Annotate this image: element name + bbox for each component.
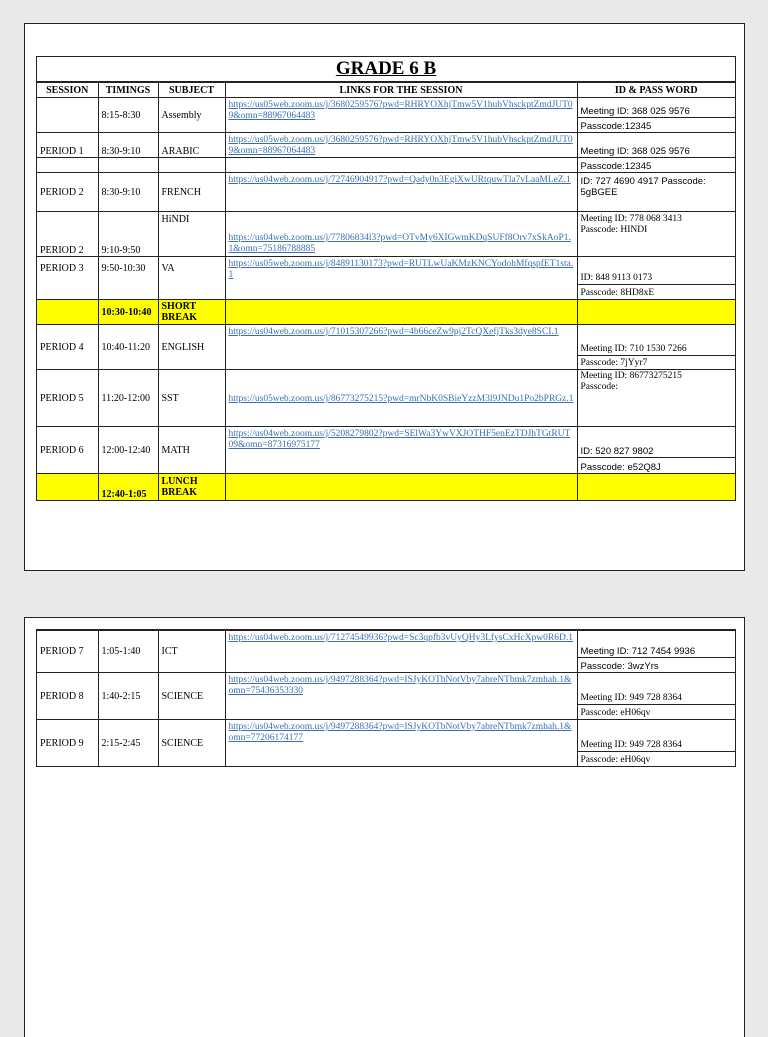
zoom-link[interactable]: https://us05web.zoom.us/j/84891130173?pwd=RUTLwUaKMzKNCYodohMfqspfET1sta.1	[228, 259, 574, 280]
subject-cell: VA	[158, 257, 225, 300]
header-session: SESSION	[37, 83, 98, 98]
link-cell	[225, 98, 577, 133]
lunch-break-row	[37, 474, 735, 501]
passcode: Passcode: 8HD8xE	[577, 285, 735, 300]
timetable-frame-2	[36, 629, 736, 767]
timings-cell: 2:15-2:45	[98, 720, 158, 767]
passcode: Passcode: eH06qv	[577, 751, 735, 766]
meeting-id: Meeting ID: 368 025 9576	[577, 133, 735, 158]
meeting-id-passcode: ID: 727 4690 4917 Passcode: 5gBGEE	[577, 173, 735, 212]
zoom-link[interactable]: https://us04web.zoom.us/j/77806834l3?pwd=OTvMy6XIGwmKDqSUFf8Orv7xSkAoP1.1&omn=75186788885	[228, 233, 571, 254]
subject-cell: SHORT BREAK	[158, 300, 225, 325]
zoom-link[interactable]: https://us04web.zoom.us/j/9497288364?pwd=ISJyKOTbNotVby7abreNTbmk7zmhah.1&omn=77206174177	[228, 722, 572, 743]
link-cell	[225, 370, 577, 427]
timetable-continued	[37, 630, 735, 767]
link-cell	[225, 173, 577, 212]
meeting-id: ID: 848 9113 0173	[577, 257, 735, 285]
session-cell: PERIOD 2	[37, 212, 98, 257]
meeting-id: ID: 520 827 9802	[577, 427, 735, 458]
session-cell: PERIOD 6	[37, 427, 98, 474]
meeting-id: Meeting ID: 778 068 3413	[580, 214, 682, 224]
link-cell	[225, 427, 577, 474]
meeting-id: Meeting ID: 710 1530 7266	[577, 325, 735, 356]
subject-cell: FRENCH	[158, 173, 225, 212]
timetable	[37, 82, 735, 501]
table-row	[37, 257, 735, 285]
timings-cell: 10:30-10:40	[98, 300, 158, 325]
session-cell: PERIOD 7	[37, 631, 98, 673]
subject-cell: SCIENCE	[158, 673, 225, 720]
link-cell	[225, 325, 577, 370]
zoom-link[interactable]: https://us04web.zoom.us/j/72746904917?pwd=Qady0n3EgiXwURtquwTla7vLaaMLeZ.1	[228, 175, 571, 185]
short-break-row	[37, 300, 735, 325]
timings-cell: 12:00-12:40	[98, 427, 158, 474]
session-cell: PERIOD 1	[37, 133, 98, 158]
timetable-frame	[36, 56, 736, 501]
meeting-id: Meeting ID: 86773275215	[580, 371, 682, 381]
header-row	[37, 83, 735, 98]
timings-cell: 10:40-11:20	[98, 325, 158, 370]
table-row	[37, 370, 735, 427]
session-cell: PERIOD 3	[37, 257, 98, 300]
zoom-link[interactable]: https://us05web.zoom.us/j/3680259576?pwd=RHRYOXhjTmw5V1hubVhsckptZmdJUT09&omn=88967064483	[228, 135, 573, 156]
meeting-id: Meeting ID: 949 728 8364	[577, 720, 735, 752]
meeting-id: Meeting ID: 712 7454 9936	[577, 631, 735, 658]
document-page-2	[24, 617, 745, 1037]
link-cell	[225, 631, 577, 673]
timings-cell: 9:10-9:50	[98, 212, 158, 257]
zoom-link[interactable]: https://us04web.zoom.us/j/5208279802?pwd=SElWa3YwVXJOTHF5enEzTDJhTGtRUT09&omn=87316975177	[228, 429, 571, 450]
passcode: Passcode:12345	[577, 117, 735, 132]
subject-cell: MATH	[158, 427, 225, 474]
passcode: Passcode: eH06qv	[577, 704, 735, 719]
table-row	[37, 427, 735, 458]
passcode: Passcode:12345	[577, 158, 735, 173]
timings-cell: 1:05-1:40	[98, 631, 158, 673]
table-row	[37, 212, 735, 257]
document-page-1	[24, 23, 745, 571]
subject-cell: ENGLISH	[158, 325, 225, 370]
session-cell: PERIOD 8	[37, 673, 98, 720]
zoom-link[interactable]: https://us04web.zoom.us/j/71274549936?pwd=Sc3qpfb3vUyQHy3LfysCxHcXpw0R6D.1	[228, 633, 573, 643]
session-cell: PERIOD 4	[37, 325, 98, 370]
subject-cell: ARABIC	[158, 133, 225, 158]
session-cell: PERIOD 5	[37, 370, 98, 427]
header-subject: SUBJECT	[158, 83, 225, 98]
table-row	[37, 720, 735, 752]
passcode: Passcode: 3wzYrs	[577, 658, 735, 673]
timings-cell: 8:30-9:10	[98, 133, 158, 158]
zoom-link[interactable]: https://us04web.zoom.us/j/71015307266?pwd=4b66ceZw9pj2TcQXefjTks3dye8SCI.1	[228, 327, 559, 337]
timings-cell: 9:50-10:30	[98, 257, 158, 300]
timings-cell: 8:15-8:30	[98, 98, 158, 133]
table-row	[37, 325, 735, 356]
timings-cell: 1:40-2:15	[98, 673, 158, 720]
page-title: GRADE 6 B	[37, 57, 735, 82]
session-cell	[37, 98, 98, 133]
timings-cell: 11:20-12:00	[98, 370, 158, 427]
meeting-id: Meeting ID: 949 728 8364	[577, 673, 735, 705]
table-row	[37, 673, 735, 705]
zoom-link[interactable]: https://us04web.zoom.us/j/9497288364?pwd=ISJyKOTbNotVby7abreNTbmk7zmhah.1&omn=75436353330	[228, 675, 572, 696]
timings-cell: 8:30-9:10	[98, 173, 158, 212]
session-cell: PERIOD 2	[37, 173, 98, 212]
link-cell	[225, 212, 577, 257]
timings-cell: 12:40-1:05	[98, 474, 158, 501]
link-cell	[225, 133, 577, 158]
passcode: Passcode: 7jYyr7	[577, 356, 735, 370]
subject-cell: SCIENCE	[158, 720, 225, 767]
zoom-link[interactable]: https://us05web.zoom.us/j/3680259576?pwd=RHRYOXhjTmw5V1hubVhsckptZmdJUT09&omn=88967064483	[228, 100, 573, 121]
link-cell	[225, 673, 577, 720]
subject-cell: SST	[158, 370, 225, 427]
session-cell: PERIOD 9	[37, 720, 98, 767]
meeting-id: Meeting ID: 368 025 9576	[577, 98, 735, 118]
meeting-id-passcode	[577, 370, 735, 427]
passcode: Passcode: e52Q8J	[577, 458, 735, 474]
table-row	[37, 173, 735, 212]
subject-cell: LUNCH BREAK	[158, 474, 225, 501]
passcode: Passcode:	[580, 382, 618, 392]
link-cell	[225, 257, 577, 300]
zoom-link[interactable]: https://us05web.zoom.us/j/86773275215?pwd=mrNbK0SBieYzzM3l9JNDu1Po2bPRGz.1	[228, 393, 574, 404]
header-links: LINKS FOR THE SESSION	[225, 83, 577, 98]
link-cell	[225, 720, 577, 767]
passcode: Passcode: HINDI	[580, 225, 648, 235]
subject-cell: HiNDI	[158, 212, 225, 257]
table-row	[37, 133, 735, 158]
table-row	[37, 98, 735, 118]
subject-cell: ICT	[158, 631, 225, 673]
subject-cell: Assembly	[158, 98, 225, 133]
meeting-id-passcode	[577, 212, 735, 257]
header-id-pass: ID & PASS WORD	[577, 83, 735, 98]
table-row	[37, 631, 735, 658]
header-timings: TIMINGS	[98, 83, 158, 98]
